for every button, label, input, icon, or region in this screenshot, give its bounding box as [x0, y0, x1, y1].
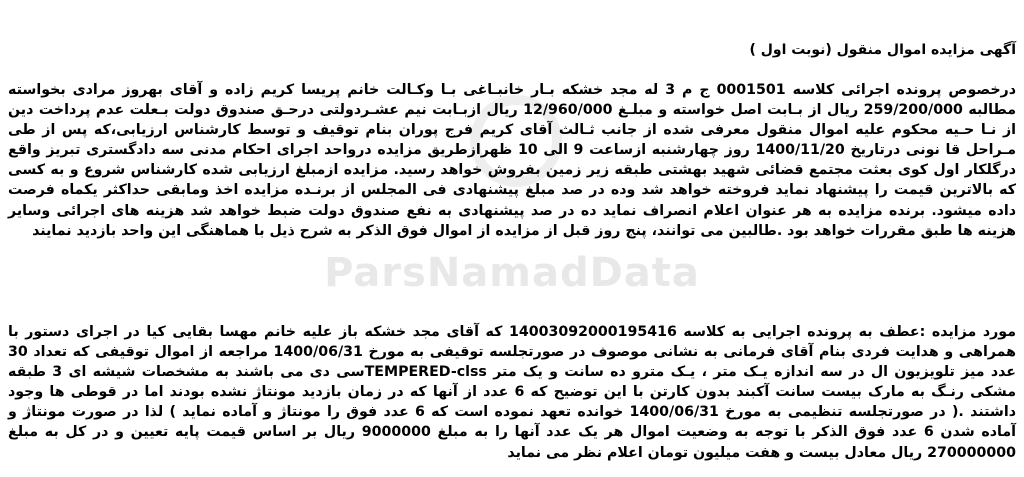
notice-paragraph-auction-item: مورد مزایده :عطف به پرونده اجرایی به کلاسه 14003092000195416 که آقای مجد خشکه باز علیه خانم مهسا بقایی کیا در اجرای دستور با همراهی و هدایت فردی بنام آقای فرمانی به نشانی موصوف در صورتجلسه توقیفی به مورخ 1400/06/31 مراجعه از اموال توقیفی که تعداد 30 عدد میز تلویزیون ال در سه اندازه یـک متر ، یـک مترو ده سانت و یک متر TEMPERED-clssسی دی می باشند به مشخصات شیشه ای 3 طبقه مشکی رنـگ به مارک بیست سانت آکبند بدون کارتن با این توضیح که 6 عدد از آنها که در زمان بازدید مونتاژ نشده بودند اما در قوطی ها وجود داشتند .( در صورتجلسه تنظیمی به مورخ 1400/06/31 خوانده تعهد نموده است که 6 عدد فوق را مونتاژ و آماده نماید ) لذا در صورت مونتاژ و آماده شدن 6 عدد فوق الذکر با توجه به وضعیت اموال هر یک عدد آنها را به مبلغ 9000000 ریال بر اساس قیمت پایه تعیین و در کل به مبلغ 270000000 ریال معادل بیست و هفت میلیون تومان اعلام نظر می نماید — [8, 324, 1017, 461]
watermark-text: ParsNamadData — [324, 250, 700, 296]
notice-title: آگهی مزایده اموال منقول (نوبت اول ) — [749, 42, 1016, 58]
notice-paragraph-main: درخصوص پرونده اجرائی کلاسه 0001501 ج م 3 له مجد خشکه بـار خانبـاغی بـا وکـالت خانم پریسا کریم زاده و آقای بهروز مرادی بخواسته مطالبه 259/200/000 ریال از بـابت اصل خواسته و مبلـغ 12/960/000 ریال ازبـابت نیم عشـردولتی درحـق صندوق دولت بـعلت عدم پرداخت دین از نـا حـیه محکوم علیه اموال منقول معرفی شده از جانب ثـالث آقای کریم فرج پوران بنام توقیف و توسط کارشناس ارزیابی،که پس از طی مـراحل قا نونی درتاریخ 1400/11/20 روز چهارشنبه ازساعت 9 الی 10 ظهرازطریق مزایده درواحد اجرای احکام مدنی سه دادگستری تبریز واقع درگلکار اول کوی بعثت مجتمع قضائی شهید بهشتی طبقه زیر زمین بفروش خواهد رسید. مزایده ازمبلغ ارزیابی شده کارشناس شروع و به کسی که بالاترین قیمت را پیشنهاد نماید فروخته خواهد شد وده در صد مبلغ پیشنهادی فی المجلس از برنـده مزایده اخذ ومابقی حداکثر یکماه فرصت داده میشود. برنده مزایده به هر عنوان اعلام انصراف نماید ده در صد پیشنهادی به نفع صندوق دولت ضبط خواهد شد هزینه های اجرائی وسایر هزینه ها طبق مقررات خواهد بود .طالبین می توانند، پنج روز قبل از مزایده از اموال فوق الذکر به شرح ذیل با هماهنگی این واحد بازدید نمایند — [8, 82, 1017, 239]
